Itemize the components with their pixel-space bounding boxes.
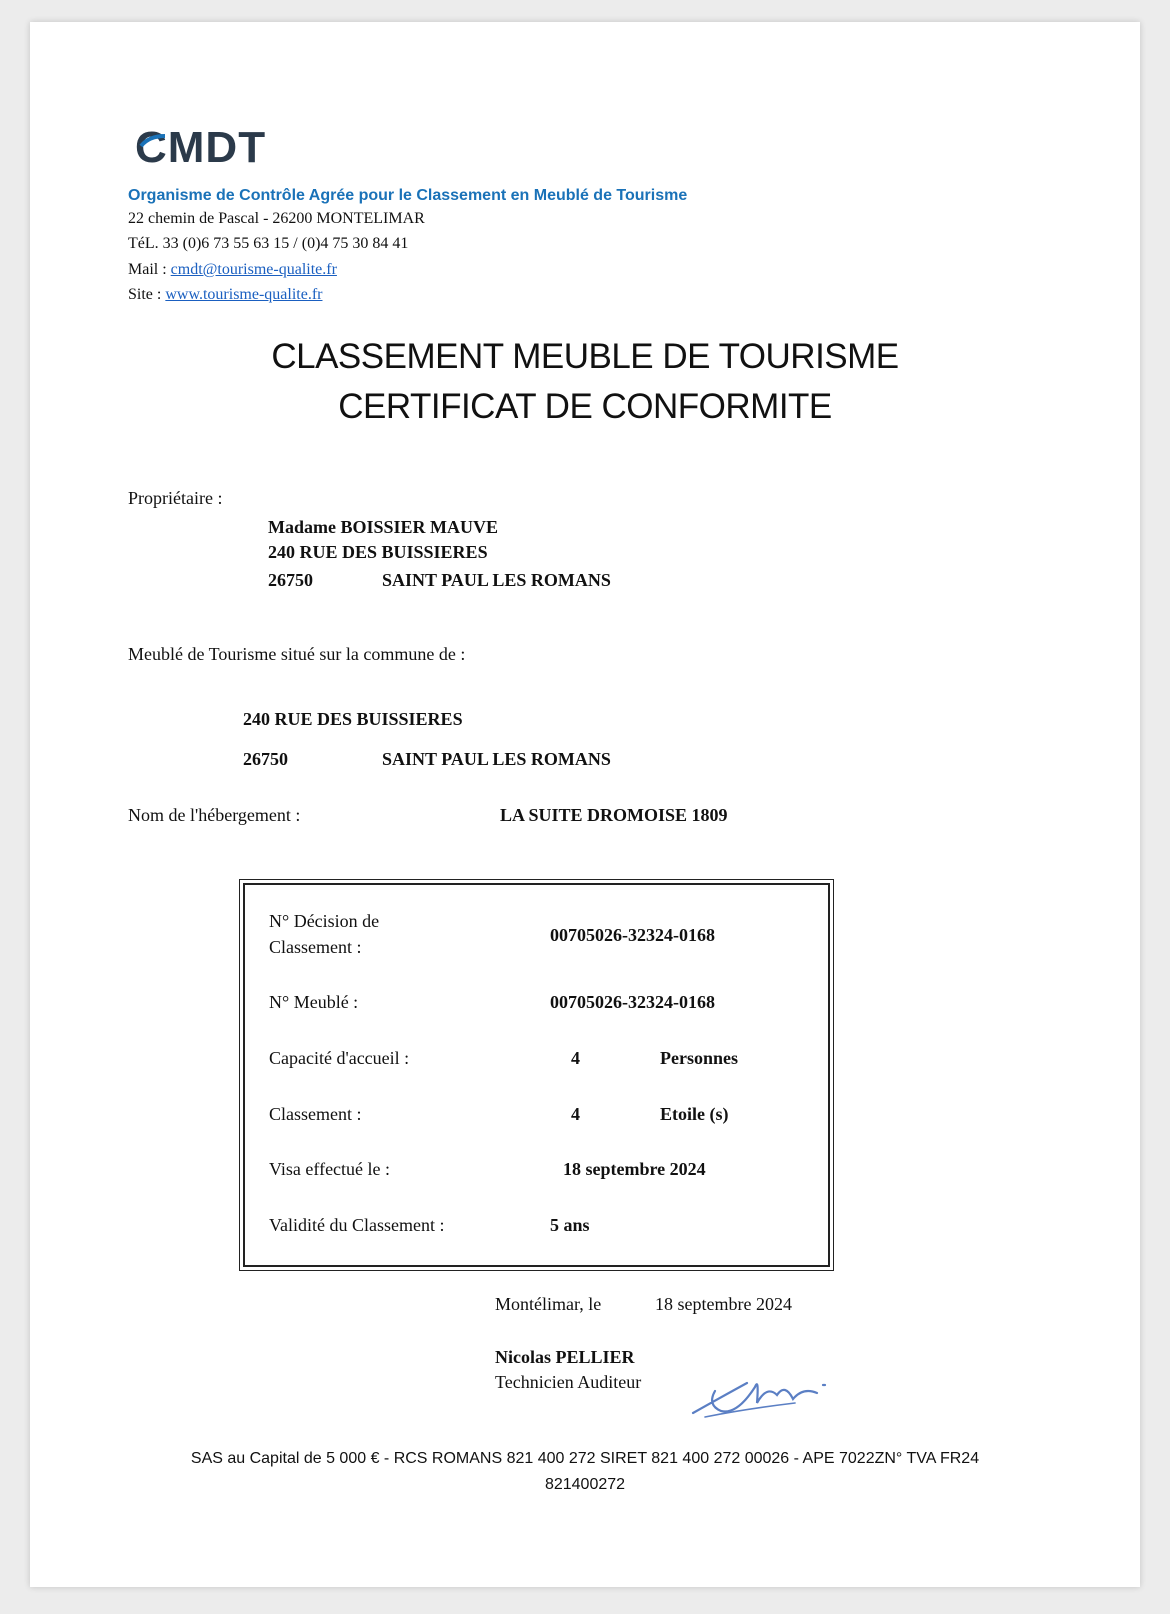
site-label: Site : bbox=[128, 286, 162, 303]
document-title-line1: CLASSEMENT MEUBLE DE TOURISME bbox=[271, 337, 899, 376]
validity-label: Validité du Classement : bbox=[269, 1215, 445, 1235]
owner-street: 240 RUE DES BUISSIERES bbox=[268, 542, 488, 562]
owner-name: Madame BOISSIER MAUVE bbox=[268, 517, 499, 537]
signature-place: Montélimar, le bbox=[495, 1294, 602, 1314]
validity-value: 5 ans bbox=[550, 1215, 590, 1235]
owner-postcode: 26750 bbox=[268, 570, 313, 590]
organisation-phone: TéL. 33 (0)6 73 55 63 15 / (0)4 75 30 84 41 bbox=[128, 235, 409, 252]
organisation-address: 22 chemin de Pascal - 26200 MONTELIMAR bbox=[128, 210, 425, 227]
capacity-value: 4 bbox=[571, 1048, 580, 1068]
mail-label: Mail : bbox=[128, 261, 167, 278]
footer-legal-line1: SAS au Capital de 5 000 € - RCS ROMANS 821 400 272 SIRET 821 400 272 00026 - APE 7022ZN° TVA FR24 bbox=[190, 1450, 980, 1467]
capacity-unit: Personnes bbox=[660, 1048, 738, 1068]
visa-date: 18 septembre 2024 bbox=[563, 1159, 706, 1179]
location-postcode: 26750 bbox=[243, 749, 288, 769]
footer-legal-line2: 821400272 bbox=[544, 1476, 626, 1493]
location-street: 240 RUE DES BUISSIERES bbox=[243, 709, 463, 729]
owner-city: SAINT PAUL LES ROMANS bbox=[382, 570, 611, 590]
meuble-number-label: N° Meublé : bbox=[269, 992, 359, 1012]
decision-label-line2: Classement : bbox=[269, 937, 362, 957]
logo-text: CMDT bbox=[135, 123, 267, 172]
owner-label: Propriétaire : bbox=[128, 488, 223, 508]
location-label: Meublé de Tourisme situé sur la commune de : bbox=[128, 644, 466, 664]
site-link[interactable]: www.tourisme-qualite.fr bbox=[165, 286, 323, 303]
mail-link[interactable]: cmdt@tourisme-qualite.fr bbox=[170, 261, 337, 278]
document-title-line2: CERTIFICAT DE CONFORMITE bbox=[338, 387, 832, 426]
handwritten-signature bbox=[685, 1357, 850, 1427]
classification-details-inner bbox=[243, 883, 830, 1267]
signatory-name: Nicolas PELLIER bbox=[495, 1347, 635, 1367]
decision-label-line1: N° Décision de bbox=[269, 911, 380, 931]
location-city: SAINT PAUL LES ROMANS bbox=[382, 749, 611, 769]
cmdt-logo bbox=[135, 122, 285, 172]
organisation-mail bbox=[128, 261, 337, 279]
rating-value: 4 bbox=[571, 1104, 580, 1124]
accommodation-name: LA SUITE DROMOISE 1809 bbox=[500, 805, 728, 825]
decision-number: 00705026-32324-0168 bbox=[550, 925, 715, 945]
organisation-site bbox=[128, 286, 322, 304]
signatory-role: Technicien Auditeur bbox=[495, 1372, 642, 1392]
rating-unit: Etoile (s) bbox=[660, 1104, 729, 1124]
visa-label: Visa effectué le : bbox=[269, 1159, 391, 1179]
classification-details-box bbox=[239, 879, 834, 1271]
capacity-label: Capacité d'accueil : bbox=[269, 1048, 410, 1068]
signature-date: 18 septembre 2024 bbox=[655, 1294, 792, 1314]
certificate-page bbox=[30, 22, 1140, 1587]
meuble-number: 00705026-32324-0168 bbox=[550, 992, 715, 1012]
accommodation-label: Nom de l'hébergement : bbox=[128, 805, 301, 825]
rating-label: Classement : bbox=[269, 1104, 362, 1124]
organisation-name: Organisme de Contrôle Agrée pour le Classement en Meublé de Tourisme bbox=[128, 187, 688, 204]
